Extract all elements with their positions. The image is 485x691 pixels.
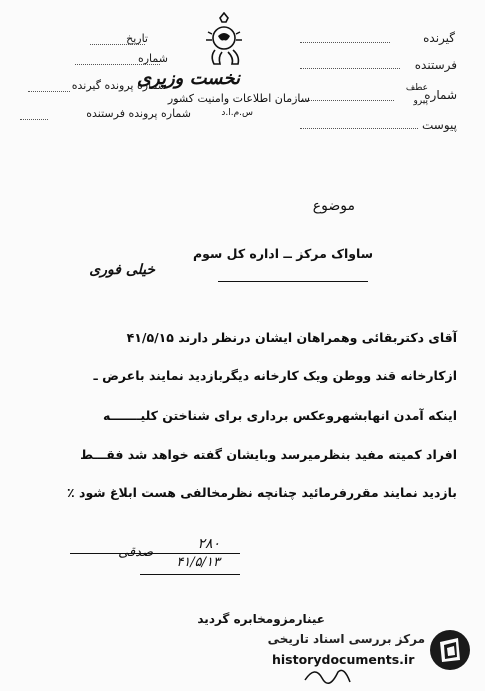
number-side-note-1: عطف: [405, 83, 428, 93]
handwritten-urgent-note: خیلی فوری: [89, 262, 155, 278]
date-line: [90, 44, 145, 45]
sender-label: فرستنده: [414, 58, 457, 72]
number-label: شماره: [137, 52, 168, 65]
receiver-label: گیرنده: [423, 31, 455, 45]
recipient-file-number-label: شماره پرونده فرستنده: [86, 107, 191, 120]
annotation-underline: [140, 574, 240, 575]
subject-title: موضوع: [312, 198, 355, 214]
annotation-strike: [70, 553, 240, 554]
body-line: ازکارخانه قند ووطن ویک کارخانه دیگربازدید نمایند باعرض ـ: [93, 368, 457, 383]
body-line: آقای دکتربقائی وهمراهان ایشان درنظر دارند ۴۱/۵/۱۵: [126, 330, 457, 345]
recipient-file-number-line: [20, 119, 48, 120]
body-line: بازدید نمایند مقررفرمائید چنانچه نظرمخالفی هست ابلاغ شود ٪: [67, 485, 457, 500]
closing-line: عینارمزومخابره گردید: [197, 612, 325, 626]
subject-recipient: ساواک مرکز ــ اداره کل سوم: [193, 246, 373, 261]
annotation-date: ۴۱/۵/۱۳: [176, 555, 220, 570]
watermark-logo: [428, 628, 472, 672]
number-right-label: شماره: [424, 88, 457, 102]
attachment-line: [300, 128, 418, 129]
annotation-number: ۲۸۰: [197, 536, 220, 552]
number-right-line: [298, 100, 394, 101]
watermark-text: مرکز بررسی اسناد تاریخی: [267, 632, 425, 646]
archive-logo-icon: [428, 628, 472, 672]
annotation-word: صدقی: [118, 545, 153, 560]
signature-scribble: [300, 660, 360, 688]
subject-rule: [218, 281, 368, 282]
emblem: [200, 12, 248, 70]
number-side-note-2: پیرو: [413, 96, 428, 106]
body-line: اینکه آمدن انهابشهروعکس برداری برای شناختن کلیـــــــه: [102, 408, 457, 423]
sender-file-number-line: [28, 91, 70, 92]
receiver-line: [300, 42, 390, 43]
sender-line: [300, 68, 400, 69]
lion-and-sun-emblem-icon: [200, 12, 248, 70]
emblem-subtitle: سازمان اطلاعات وامنیت کشور: [167, 92, 310, 105]
date-label: تاریخ: [126, 32, 148, 45]
emblem-code: س.م.ا.د: [221, 108, 253, 118]
sender-file-number-label: شماره پرونده گیرنده: [71, 79, 167, 92]
emblem-title: نخست وزیری: [136, 68, 240, 89]
watermark-url: historydocuments.ir: [272, 652, 415, 667]
attachment-label: پیوست: [422, 118, 457, 132]
number-line: [75, 64, 160, 65]
body-line: افراد کمیته مفید بنظرمیرسد وبایشان گفته خواهد شد فقـــط: [80, 447, 457, 462]
